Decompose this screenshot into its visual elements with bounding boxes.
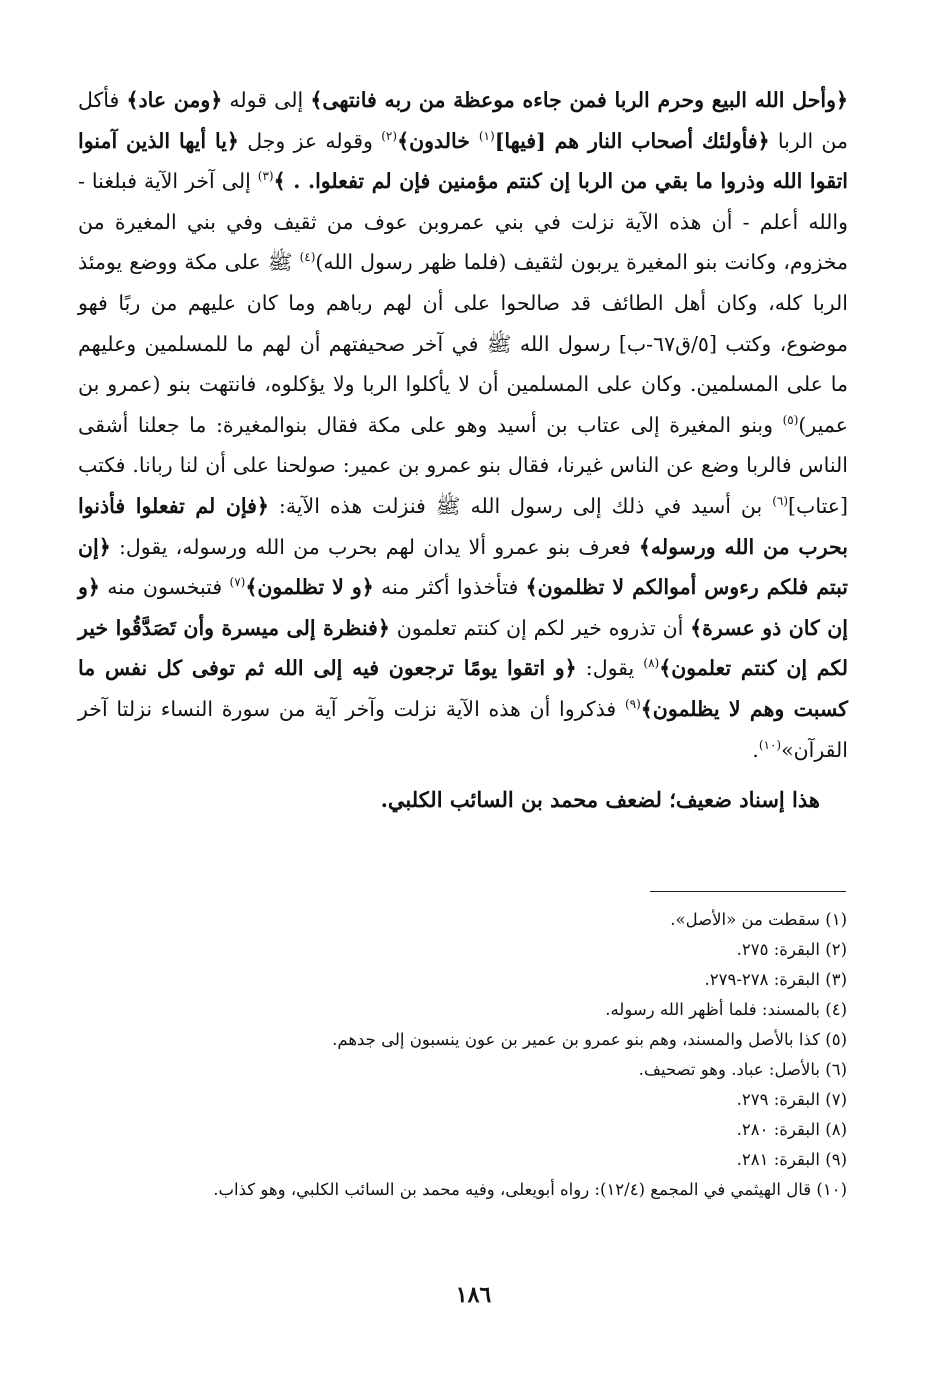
body-text: فذكروا أن هذه الآية نزلت وآخر آية من سورة النساء نزلتا آخر القرآن» xyxy=(78,696,848,762)
quran-quote: ﴿و إن كان ذو عسرة﴾ xyxy=(78,575,848,640)
body-text: بن أسيد في ذلك إلى رسول الله ﷺ فنزلت هذه الآية: xyxy=(268,493,773,518)
footnote-ref-8: (٨) xyxy=(643,656,660,671)
footnote-item: (٩) البقرة: ٢٨١. xyxy=(736,1150,847,1169)
body-text: فتبخسون منه xyxy=(99,575,230,600)
body-text: فأكل من الربا xyxy=(78,88,849,153)
body-text: إلى آخر الآية فبلغنا - والله أعلم - أن هذه الآية نزلت في بني عمروبن عوف من ثقيف وفي بني المغيرة من مخزوم، وكانت بنو المغيرة يربون لثقيف (فلما ظهر رسول الله) xyxy=(78,169,848,275)
quran-quote: ﴿فنظرة إلى ميسرة وأن تَصَدَّقُوا خير لكم إن كنتم تعلمون﴾ xyxy=(78,615,849,681)
quran-quote: ﴿ومن عاد﴾ xyxy=(126,88,223,112)
page-number: ١٨٦ xyxy=(455,1282,492,1308)
footnote-item: (٨) البقرة: ٢٨٠. xyxy=(736,1120,847,1139)
page-body xyxy=(78,80,848,820)
body-text: . xyxy=(752,737,759,762)
footnote-ref-1: (١) xyxy=(478,128,495,143)
footnote-item: (١٠) قال الهيثمي في المجمع (١٢/٤): رواه أبويعلى، وفيه محمد بن السائب الكلبي، وهو كذاب. xyxy=(213,1180,847,1199)
footnote-ref-7: (٧) xyxy=(229,575,246,590)
body-text: يقول: xyxy=(576,656,644,681)
quran-quote: خالدون﴾ xyxy=(397,128,479,153)
quran-quote: ﴿و اتقوا يومًا ترجعون فيه إلى الله ثم توفى كل نفس ما كسبت وهم لا يظلمون﴾ xyxy=(78,656,848,721)
quran-quote: ﴿فإن لم تفعلوا فأذنوا بحرب من الله ورسوله﴾ xyxy=(78,493,848,559)
footnote-item: (٥) كذا بالأصل والمسند، وهم بنو عمرو بن عمير بن عون ينسبون إلى جدهم. xyxy=(332,1030,847,1049)
body-text: فعرف بنو عمرو ألا يدان لهم بحرب من الله ورسوله، يقول: xyxy=(110,534,639,559)
footnote-ref-5: (٥) xyxy=(782,412,799,427)
body-text: ﷺ على مكة ووضع يومئذ الربا كله، وكان أهل الطائف قد صالحوا على أن لهم رباهم وما كان عليهم من ربًا فهو موضوع، وكتب [٥/ق٦٧-ب] رسول الله ﷺ في آخر صحيفتهم أن لهم ما للمسلمين وعليهم ما على المسلمين. وكان على المسلمين أن لا يأكلوا الربا ولا يؤكلوه، فانتهت بنو (عمرو بن عمير) xyxy=(78,250,848,437)
footnote-ref-6: (٦) xyxy=(772,494,789,509)
footnote-item: (١) سقطت من «الأصل». xyxy=(670,910,847,929)
quran-quote: ﴿و لا تظلمون﴾ xyxy=(245,575,374,600)
body-text: أن تذروه خير لكم إن كنتم تعلمون xyxy=(389,615,691,640)
main-paragraph xyxy=(78,80,848,770)
footnote-item: (٢) البقرة: ٢٧٥. xyxy=(736,940,847,959)
footnote-item: (٦) بالأصل: عباد. وهو تصحيف. xyxy=(638,1060,847,1079)
quran-quote: ﴿وأحل الله البيع وحرم الربا فمن جاءه موعظة من ربه فانتهى﴾ xyxy=(310,88,848,112)
footnote-item: (٣) البقرة: ٢٧٨-٢٧٩. xyxy=(704,970,847,989)
footnote-item: (٧) البقرة: ٢٧٩. xyxy=(736,1090,847,1109)
body-text: وقوله عز وجل xyxy=(238,128,382,153)
body-text: إلى قوله xyxy=(222,88,311,112)
footnote-ref-3: (٣) xyxy=(257,169,274,184)
footnote-ref-2: (٢) xyxy=(381,128,398,143)
quran-quote: ﴿يا أيها الذين آمنوا اتقوا الله وذروا ما بقي من الربا إن كنتم مؤمنين فإن لم تفعلوا. . ﴾ xyxy=(78,128,848,194)
isnad-verdict: هذا إسناد ضعيف؛ لضعف محمد بن السائب الكلبي. xyxy=(380,787,820,813)
quran-quote: ﴿إن تبتم فلكم رءوس أموالكم لا تظلمون﴾ xyxy=(78,534,848,600)
footnotes-list xyxy=(77,905,847,1205)
body-text: فتأخذوا أكثر منه xyxy=(373,575,526,600)
quran-quote: ﴿فأولئك أصحاب النار هم [فيها] xyxy=(494,128,770,153)
footnote-ref-9: (٩) xyxy=(624,697,641,712)
footnote-ref-4: (٤) xyxy=(299,250,316,265)
body-text: وبنو المغيرة إلى عتاب بن أسيد وهو على مكة فقال بنوالمغيرة: ما جعلنا أشقى الناس فالربا وضع عن الناس غيرنا، فقال بنو عمرو بن عمير: صولحنا على أن لنا ربانا. فكتب [عتاب] xyxy=(78,412,848,518)
footnote-ref-10: (١٠) xyxy=(758,737,782,752)
footnote-divider xyxy=(650,891,846,892)
footnote-item: (٤) بالمسند: فلما أظهر الله رسوله. xyxy=(605,1000,847,1019)
